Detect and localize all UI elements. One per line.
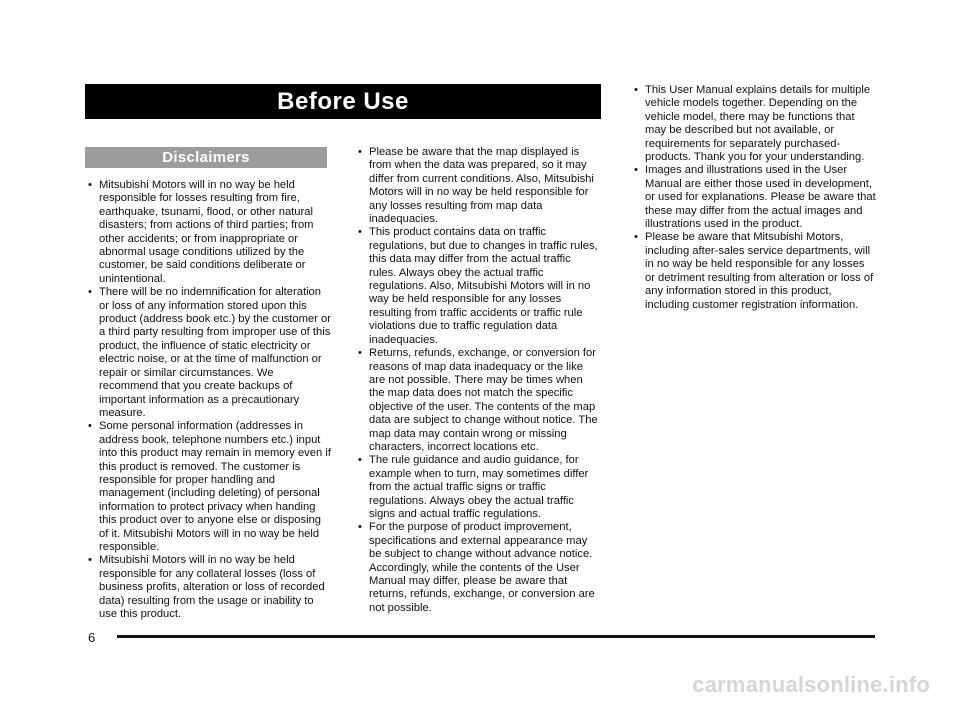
list-item: • The rule guidance and audio guidance, for example when to turn, may sometimes differ from the actual traffic signs or traffic regulations. Always obey the actual traffic signs and actual traffic regulations. xyxy=(355,454,601,521)
section-heading-disclaimers: Disclaimers xyxy=(85,147,327,168)
list-item: • This product contains data on traffic regulations, but due to changes in traffic rules, this data may differ from the actual traffic rules. Always obey the actual traffic regulations. Also, Mitsubishi Motors will in no way be held responsible for any losses resulting from traffic accidents or traffic rule violations due to traffic regulation data inadequacies. xyxy=(355,226,601,347)
list-item: • Mitsubishi Motors will in no way be held responsible for losses resulting from fire, earthquake, tsunami, flood, or other natural disasters; from actions of third parties; from other accidents; or from inappropriate or abnormal usage conditions utilized by the customer, be said conditions deliberate or unintentional. xyxy=(85,179,333,286)
list-item: • Images and illustrations used in the User Manual are either those used in development, or used for explanations. Please be aware that these may differ from the actual images and illustrations used in the product. xyxy=(631,164,877,231)
page-number: 6 xyxy=(88,630,96,645)
disclaimer-list-column-1 xyxy=(85,179,333,621)
list-item: • Some personal information (addresses in address book, telephone numbers etc.) input into this product may remain in memory even if this product is removed. The customer is responsible for proper handling and management (including deleting) of personal information to protect privacy when handing this product over to anyone else or disposing of it. Mitsubishi Motors will in no way be held responsible. xyxy=(85,420,333,554)
list-item: • There will be no indemnification for alteration or loss of any information stored upon this product (address book etc.) by the customer or a third party resulting from improper use of this product, the influence of static electricity or electric noise, or at the time of malfunction or repair or similar circumstances. We recommend that you create backups of important information as a precautionary measure. xyxy=(85,286,333,420)
disclaimer-list-column-2 xyxy=(355,146,601,615)
disclaimer-list-column-3 xyxy=(631,84,877,312)
list-item: • For the purpose of product improvement, specifications and external appearance may be subject to change without advance notice. Accordingly, while the contents of the User Manual may differ, please be aware that returns, refunds, exchange, or conversion are not possible. xyxy=(355,521,601,615)
list-item: • Please be aware that Mitsubishi Motors, including after-sales service departments, will in no way be held responsible for any losses or detriment resulting from alteration or loss of any information stored in this product, including customer registration information. xyxy=(631,231,877,311)
page-title: Before Use xyxy=(85,84,601,119)
watermark-text: carmanualsonline.info xyxy=(692,672,930,697)
list-item: • Returns, refunds, exchange, or conversion for reasons of map data inadequacy or the like are not possible. There may be times when the map data does not match the specific objective of the user. The contents of the map data are subject to change without notice. The map data may contain wrong or missing characters, incorrect locations etc. xyxy=(355,347,601,454)
list-item: • Please be aware that the map displayed is from when the data was prepared, so it may differ from current conditions. Also, Mitsubishi Motors will in no way be held responsible for any losses resulting from map data inadequacies. xyxy=(355,146,601,226)
footer-divider xyxy=(117,635,875,638)
list-item: • Mitsubishi Motors will in no way be held responsible for any collateral losses (loss of business profits, alteration or loss of recorded data) resulting from the usage or inability to use this product. xyxy=(85,554,333,621)
list-item: • This User Manual explains details for multiple vehicle models together. Depending on the vehicle model, there may be functions that may be described but not available, or requirements for separately purchased-products. Thank you for your understanding. xyxy=(631,84,877,164)
